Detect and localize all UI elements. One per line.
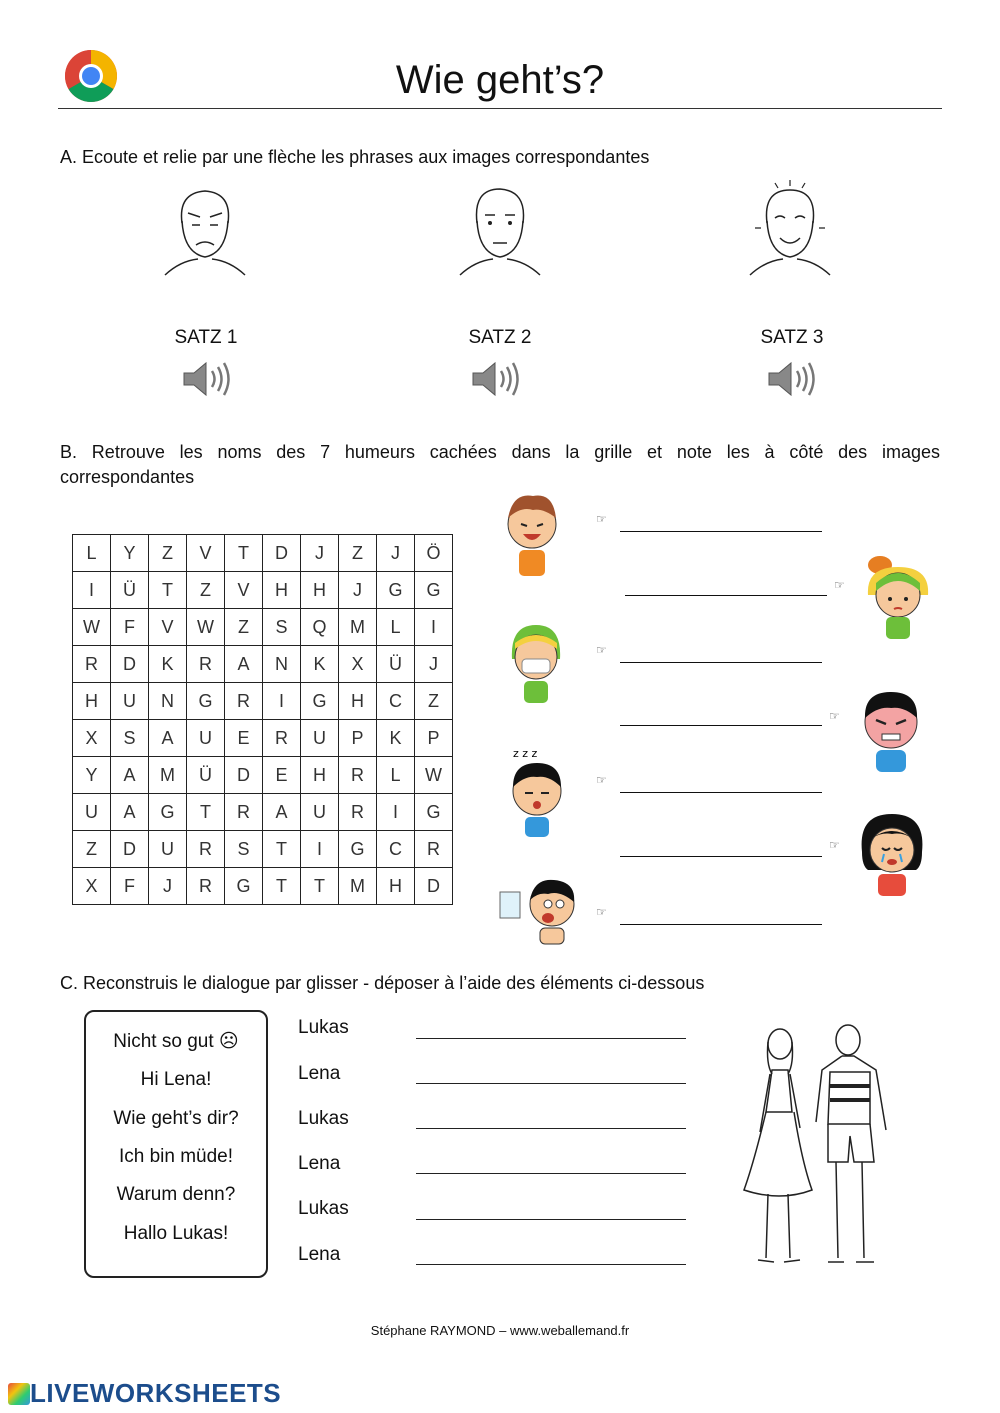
- grid-cell[interactable]: G: [149, 794, 187, 831]
- liveworksheets-logo: [8, 1378, 281, 1409]
- hand-pointer-icon: ☞: [596, 643, 607, 657]
- grid-cell[interactable]: C: [377, 683, 415, 720]
- answer-line-5[interactable]: [620, 792, 822, 793]
- grid-cell[interactable]: J: [301, 535, 339, 572]
- grid-cell[interactable]: R: [225, 683, 263, 720]
- grid-cell[interactable]: J: [415, 646, 453, 683]
- grid-row: [73, 535, 453, 572]
- grid-cell[interactable]: N: [263, 646, 301, 683]
- grid-row: [73, 646, 453, 683]
- section-a-heading: A. Ecoute et relie par une flèche les phrases aux images correspondantes: [60, 147, 650, 167]
- grid-cell[interactable]: T: [149, 572, 187, 609]
- grid-cell[interactable]: A: [225, 646, 263, 683]
- word-bank-item[interactable]: Ich bin müde!: [118, 1146, 234, 1167]
- grid-cell[interactable]: I: [415, 609, 453, 646]
- grid-cell[interactable]: K: [301, 646, 339, 683]
- speaker-icon[interactable]: [765, 359, 819, 399]
- answer-line-1[interactable]: [620, 531, 822, 532]
- grid-cell[interactable]: H: [339, 683, 377, 720]
- grid-cell[interactable]: D: [111, 646, 149, 683]
- dialogue-speaker: Lukas: [298, 1198, 349, 1219]
- dialogue-speaker: Lukas: [298, 1017, 349, 1038]
- grid-cell[interactable]: R: [187, 868, 225, 905]
- word-bank-item[interactable]: Warum denn?: [116, 1184, 236, 1205]
- grid-cell[interactable]: Z: [73, 831, 111, 868]
- hungry-girl-image: [848, 545, 932, 641]
- grid-cell[interactable]: Z: [187, 572, 225, 609]
- grid-cell[interactable]: T: [225, 535, 263, 572]
- grid-row: [73, 609, 453, 646]
- crying-girl-image: [852, 804, 932, 900]
- dialogue-drop-line[interactable]: [416, 1038, 686, 1039]
- grid-cell[interactable]: G: [415, 794, 453, 831]
- grid-row: [73, 683, 453, 720]
- grid-cell[interactable]: T: [301, 868, 339, 905]
- liveworksheets-icon: [8, 1383, 30, 1405]
- grid-cell[interactable]: U: [301, 794, 339, 831]
- grid-cell[interactable]: M: [149, 757, 187, 794]
- grid-cell[interactable]: V: [187, 535, 225, 572]
- word-search-grid: [72, 534, 453, 905]
- grid-cell[interactable]: G: [301, 683, 339, 720]
- grid-cell[interactable]: J: [149, 868, 187, 905]
- liveworksheets-wordmark: LIVEWORKSHEETS: [30, 1378, 282, 1408]
- grid-cell[interactable]: Z: [225, 609, 263, 646]
- happy-face-image: [745, 178, 835, 278]
- footer-credit: Stéphane RAYMOND – www.weballemand.fr: [370, 1323, 630, 1338]
- grid-row: [73, 868, 453, 905]
- dialogue-speaker: Lukas: [298, 1108, 349, 1129]
- sick-girl-image: [508, 619, 564, 707]
- satz-2-label: SATZ 2: [468, 327, 532, 348]
- grid-cell[interactable]: K: [149, 646, 187, 683]
- grid-cell[interactable]: Ü: [377, 646, 415, 683]
- grid-row: [73, 720, 453, 757]
- tired-boy-image: [505, 745, 575, 841]
- thirsty-boy-image: [498, 874, 580, 946]
- grid-row: [73, 831, 453, 868]
- speaker-icon[interactable]: [180, 359, 234, 399]
- grid-cell[interactable]: T: [263, 831, 301, 868]
- girl-and-boy-illustration: [736, 1022, 898, 1274]
- grid-cell[interactable]: W: [187, 609, 225, 646]
- dialogue-drop-line[interactable]: [416, 1219, 686, 1220]
- grid-cell[interactable]: D: [111, 831, 149, 868]
- grid-cell[interactable]: G: [225, 868, 263, 905]
- grid-cell[interactable]: L: [377, 757, 415, 794]
- grid-cell[interactable]: D: [415, 868, 453, 905]
- grid-cell[interactable]: U: [187, 720, 225, 757]
- word-bank-item[interactable]: Hi Lena!: [140, 1069, 212, 1090]
- grid-cell[interactable]: I: [73, 572, 111, 609]
- hand-pointer-icon: ☞: [834, 578, 845, 592]
- grid-cell[interactable]: X: [73, 720, 111, 757]
- grid-cell[interactable]: R: [339, 757, 377, 794]
- grid-cell[interactable]: Z: [149, 535, 187, 572]
- grid-cell[interactable]: H: [301, 757, 339, 794]
- grid-cell[interactable]: R: [339, 794, 377, 831]
- grid-cell[interactable]: A: [263, 794, 301, 831]
- grid-cell[interactable]: T: [187, 794, 225, 831]
- sad-face-image: [160, 183, 250, 278]
- grid-cell[interactable]: I: [377, 794, 415, 831]
- section-b-heading: B. Retrouve les noms des 7 humeurs cachées dans la grille et note les à côté des images: [60, 442, 940, 462]
- section-c-heading: C. Reconstruis le dialogue par glisser - déposer à l’aide des éléments ci-dessous: [60, 973, 705, 993]
- section-b-heading-cont: correspondantes: [60, 467, 195, 487]
- grid-cell[interactable]: H: [73, 683, 111, 720]
- hand-pointer-icon: ☞: [596, 512, 607, 526]
- dialogue-drop-line[interactable]: [416, 1264, 686, 1265]
- satz-3-label: SATZ 3: [760, 327, 824, 348]
- grid-cell[interactable]: P: [415, 720, 453, 757]
- word-bank-item[interactable]: Wie geht’s dir?: [113, 1108, 239, 1129]
- grid-cell[interactable]: S: [225, 831, 263, 868]
- grid-cell[interactable]: I: [301, 831, 339, 868]
- word-bank: [84, 1010, 268, 1278]
- grid-cell[interactable]: Ü: [187, 757, 225, 794]
- grid-cell[interactable]: A: [111, 757, 149, 794]
- grid-cell[interactable]: F: [111, 609, 149, 646]
- angry-boy-image: [852, 682, 930, 774]
- grid-cell[interactable]: K: [377, 720, 415, 757]
- grid-cell[interactable]: E: [225, 720, 263, 757]
- grid-cell[interactable]: H: [301, 572, 339, 609]
- grid-row: [73, 572, 453, 609]
- answer-line-2[interactable]: [625, 595, 827, 596]
- grid-cell[interactable]: J: [339, 572, 377, 609]
- grid-cell[interactable]: W: [415, 757, 453, 794]
- dialogue-drop-line[interactable]: [416, 1173, 686, 1174]
- speaker-icon[interactable]: [469, 359, 523, 399]
- grid-cell[interactable]: U: [73, 794, 111, 831]
- grid-cell[interactable]: U: [149, 831, 187, 868]
- laughing-kid-image: [503, 488, 561, 584]
- grid-cell[interactable]: S: [263, 609, 301, 646]
- grid-cell[interactable]: G: [415, 572, 453, 609]
- grid-cell[interactable]: M: [339, 609, 377, 646]
- answer-line-7[interactable]: [620, 924, 822, 925]
- grid-cell[interactable]: N: [149, 683, 187, 720]
- dialogue-drop-line[interactable]: [416, 1128, 686, 1129]
- grid-cell[interactable]: R: [187, 831, 225, 868]
- grid-cell[interactable]: D: [225, 757, 263, 794]
- grid-cell[interactable]: Q: [301, 609, 339, 646]
- dialogue-speaker: Lena: [298, 1063, 341, 1084]
- answer-line-4[interactable]: [620, 725, 822, 726]
- answer-line-3[interactable]: [620, 662, 822, 663]
- grid-cell[interactable]: V: [149, 609, 187, 646]
- grid-cell[interactable]: Ü: [111, 572, 149, 609]
- word-bank-item[interactable]: Hallo Lukas!: [123, 1223, 229, 1244]
- grid-cell[interactable]: J: [377, 535, 415, 572]
- hand-pointer-icon: ☞: [596, 773, 607, 787]
- neutral-face-image: [455, 183, 545, 278]
- title-divider: [58, 108, 942, 109]
- grid-cell[interactable]: R: [225, 794, 263, 831]
- grid-cell[interactable]: G: [339, 831, 377, 868]
- hand-pointer-icon: ☞: [829, 709, 840, 723]
- grid-cell[interactable]: V: [225, 572, 263, 609]
- grid-cell[interactable]: L: [377, 609, 415, 646]
- grid-cell[interactable]: U: [111, 683, 149, 720]
- grid-cell[interactable]: A: [149, 720, 187, 757]
- grid-cell[interactable]: H: [377, 868, 415, 905]
- grid-cell[interactable]: R: [415, 831, 453, 868]
- grid-cell[interactable]: G: [187, 683, 225, 720]
- hand-pointer-icon: ☞: [596, 905, 607, 919]
- grid-row: [73, 757, 453, 794]
- grid-cell[interactable]: W: [73, 609, 111, 646]
- grid-row: [73, 794, 453, 831]
- grid-cell[interactable]: R: [187, 646, 225, 683]
- grid-cell[interactable]: T: [263, 868, 301, 905]
- grid-cell[interactable]: G: [377, 572, 415, 609]
- grid-cell[interactable]: Z: [339, 535, 377, 572]
- svg-text:z z z: z z z: [513, 747, 538, 760]
- grid-cell[interactable]: H: [263, 572, 301, 609]
- grid-cell[interactable]: U: [301, 720, 339, 757]
- satz-1-label: SATZ 1: [174, 327, 238, 348]
- grid-cell[interactable]: R: [73, 646, 111, 683]
- grid-cell[interactable]: P: [339, 720, 377, 757]
- grid-cell[interactable]: Y: [73, 757, 111, 794]
- grid-cell[interactable]: Y: [111, 535, 149, 572]
- grid-cell[interactable]: L: [73, 535, 111, 572]
- grid-cell[interactable]: X: [339, 646, 377, 683]
- dialogue-speaker: Lena: [298, 1153, 341, 1174]
- grid-cell[interactable]: E: [263, 757, 301, 794]
- grid-cell[interactable]: R: [263, 720, 301, 757]
- answer-line-6[interactable]: [620, 856, 822, 857]
- hand-pointer-icon: ☞: [829, 838, 840, 852]
- grid-cell[interactable]: I: [263, 683, 301, 720]
- grid-cell[interactable]: A: [111, 794, 149, 831]
- grid-cell[interactable]: C: [377, 831, 415, 868]
- word-bank-item[interactable]: Nicht so gut ☹: [113, 1031, 239, 1052]
- grid-cell[interactable]: M: [339, 868, 377, 905]
- grid-cell[interactable]: F: [111, 868, 149, 905]
- dialogue-drop-line[interactable]: [416, 1083, 686, 1084]
- dialogue-speaker: Lena: [298, 1244, 341, 1265]
- page-title: Wie geht’s?: [395, 58, 605, 102]
- grid-cell[interactable]: S: [111, 720, 149, 757]
- grid-cell[interactable]: Z: [415, 683, 453, 720]
- grid-cell[interactable]: Ö: [415, 535, 453, 572]
- grid-cell[interactable]: X: [73, 868, 111, 905]
- grid-cell[interactable]: D: [263, 535, 301, 572]
